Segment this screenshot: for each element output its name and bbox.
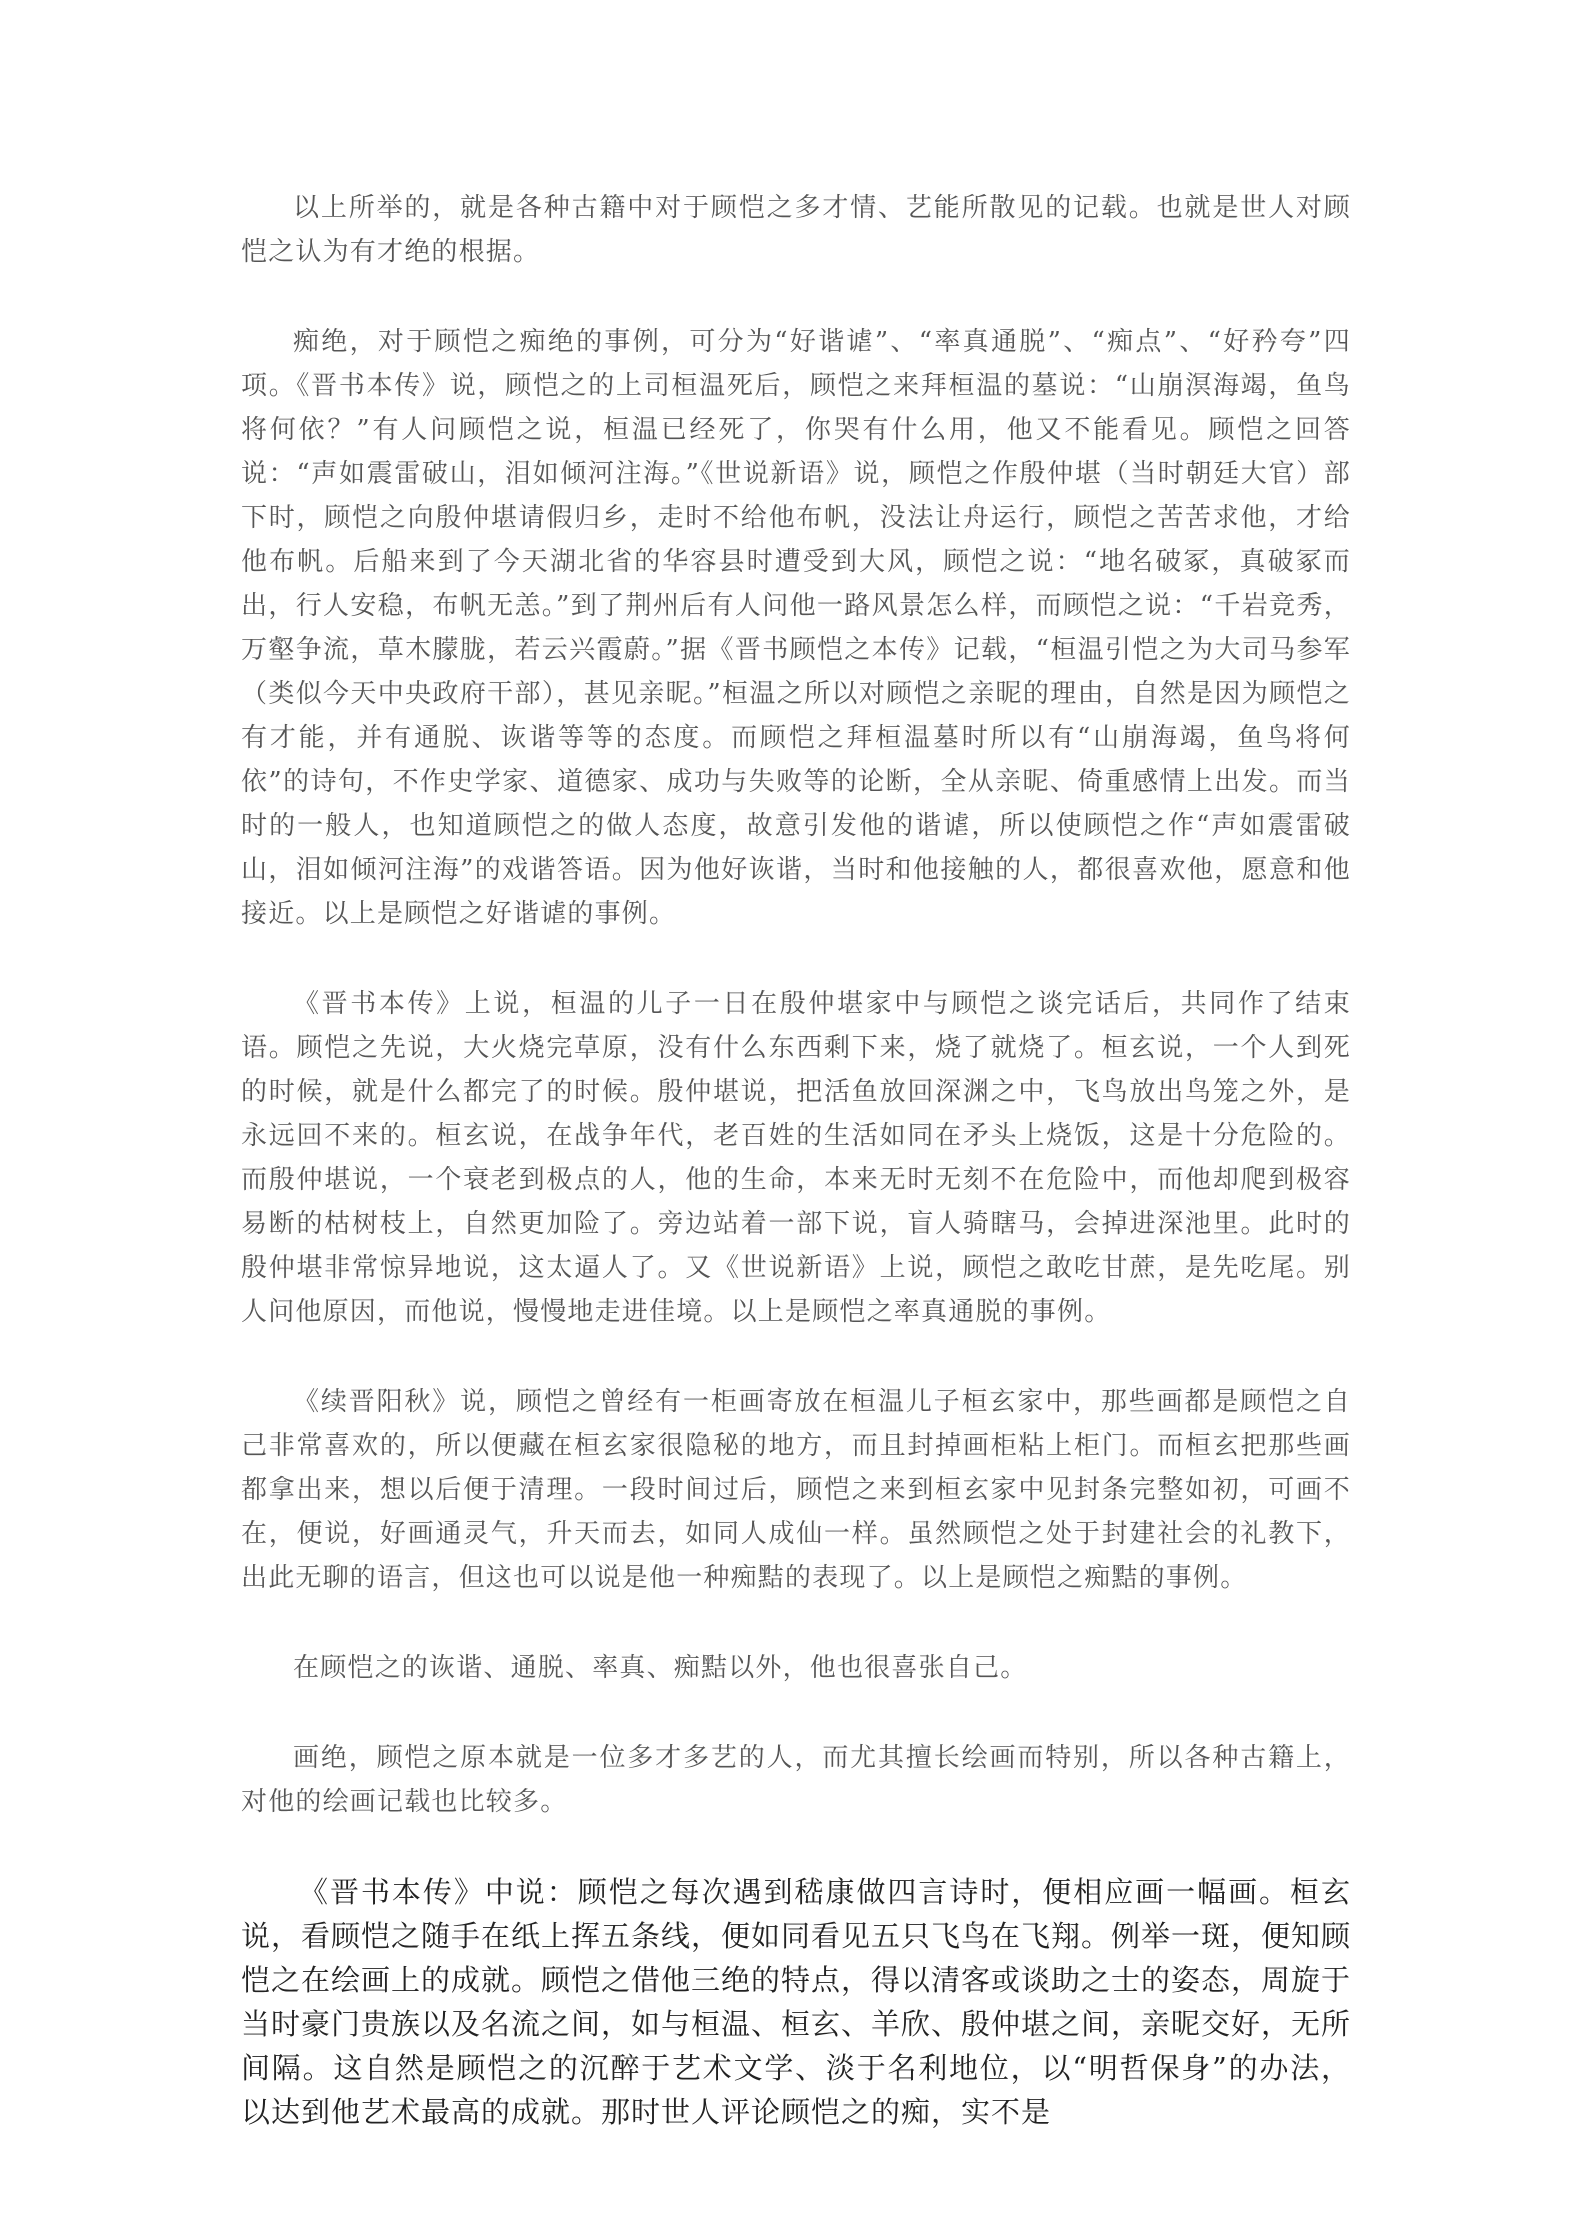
paragraph-cunning: 《续晋阳秋》说，顾恺之曾经有一柜画寄放在桓温儿子桓玄家中，那些画都是顾恺之自己非常喜欢的，所以便藏在桓玄家很隐秘的地方，而且封掉画柜粘上柜门。而桓玄把那些画都拿出来，想以后便于清理。一段时间过后，顾恺之来到桓玄家中见封条完整如初，可画不在，便说，好画通灵气，升天而去，如同人成仙一样。虽然顾恺之处于封建社会的礼教下，出此无聊的语言，但这也可以说是他一种痴黠的表现了。以上是顾恺之痴黠的事例。 [241,1387,1351,1593]
paragraph-humor: 痴绝，对于顾恺之痴绝的事例，可分为“好谐谑”、“率真通脱”、“痴点”、“好矜夸”四项。《晋书本传》说，顾恺之的上司桓温死后，顾恺之来拜桓温的墓说：“山崩溟海竭，鱼鸟将何依？”有人问顾恺之说，桓温已经死了，你哭有什么用，他又不能看见。顾恺之回答说：“声如震雷破山，泪如倾河注海。”《世说新语》说，顾恺之作殷仲堪（当时朝廷大官）部下时，顾恺之向殷仲堪请假归乡，走时不给他布帆，没法让舟运行，顾恺之苦苦求他，才给他布帆。后船来到了今天湖北省的华容县时遭受到大风，顾恺之说：“地名破冢，真破冢而出，行人安稳，布帆无恙。”到了荆州后有人问他一路风景怎么样，而顾恺之说：“千岩竞秀，万壑争流，草木朦胧，若云兴霞蔚。”据《晋书顾恺之本传》记载，“桓温引恺之为大司马参军（类似今天中央政府干部），甚见亲昵。”桓温之所以对顾恺之亲昵的理由，自然是因为顾恺之有才能，并有通脱、诙谐等等的态度。而顾恺之拜桓温墓时所以有“山崩海竭，鱼鸟将何依”的诗句，不作史学家、道德家、成功与失败等的论断，全从亲昵、倚重感情上出发。而当时的一般人，也知道顾恺之的做人态度，故意引发他的谐谑，所以使顾恺之作“声如震雷破山，泪如倾河注海”的戏谐答语。因为他好诙谐，当时和他接触的人，都很喜欢他，愿意和他接近。以上是顾恺之好谐谑的事例。 [241,327,1351,929]
paragraph-boasting: 在顾恺之的诙谐、通脱、率真、痴黠以外，他也很喜张自己。 [293,1653,1028,1683]
paragraph-talent-summary: 以上所举的，就是各种古籍中对于顾恺之多才情、艺能所散见的记载。也就是世人对顾恺之认为有才绝的根据。 [241,193,1351,267]
document-body [241,186,1351,2180]
paragraph-painting-records: 《晋书本传》中说：顾恺之每次遇到嵇康做四言诗时，便相应画一幅画。桓玄说，看顾恺之随手在纸上挥五条线，便如同看见五只飞鸟在飞翔。例举一斑，便知顾恺之在绘画上的成就。顾恺之借他三绝的特点，得以清客或谈助之士的姿态，周旋于当时豪门贵族以及名流之间，如与桓温、桓玄、羊欣、殷仲堪之间，亲昵交好，无所间隔。这自然是顾恺之的沉醉于艺术文学、淡于名利地位，以“明哲保身”的办法，以达到他艺术最高的成就。那时世人评论顾恺之的痴，实不是 [241,1875,1352,2129]
paragraph-painting-intro: 画绝，顾恺之原本就是一位多才多艺的人，而尤其擅长绘画而特别，所以各种古籍上，对他的绘画记载也比较多。 [241,1743,1351,1817]
paragraph-candor: 《晋书本传》上说，桓温的儿子一日在殷仲堪家中与顾恺之谈完话后，共同作了结束语。顾恺之先说，大火烧完草原，没有什么东西剩下来，烧了就烧了。桓玄说，一个人到死的时候，就是什么都完了的时候。殷仲堪说，把活鱼放回深渊之中，飞鸟放出鸟笼之外，是永远回不来的。桓玄说，在战争年代，老百姓的生活如同在矛头上烧饭，这是十分危险的。而殷仲堪说，一个衰老到极点的人，他的生命，本来无时无刻不在危险中，而他却爬到极容易断的枯树枝上，自然更加险了。旁边站着一部下说，盲人骑瞎马，会掉进深池里。此时的殷仲堪非常惊异地说，这太逼人了。又《世说新语》上说，顾恺之敢吃甘蔗，是先吃尾。别人问他原因，而他说，慢慢地走进佳境。以上是顾恺之率真通脱的事例。 [241,989,1351,1327]
